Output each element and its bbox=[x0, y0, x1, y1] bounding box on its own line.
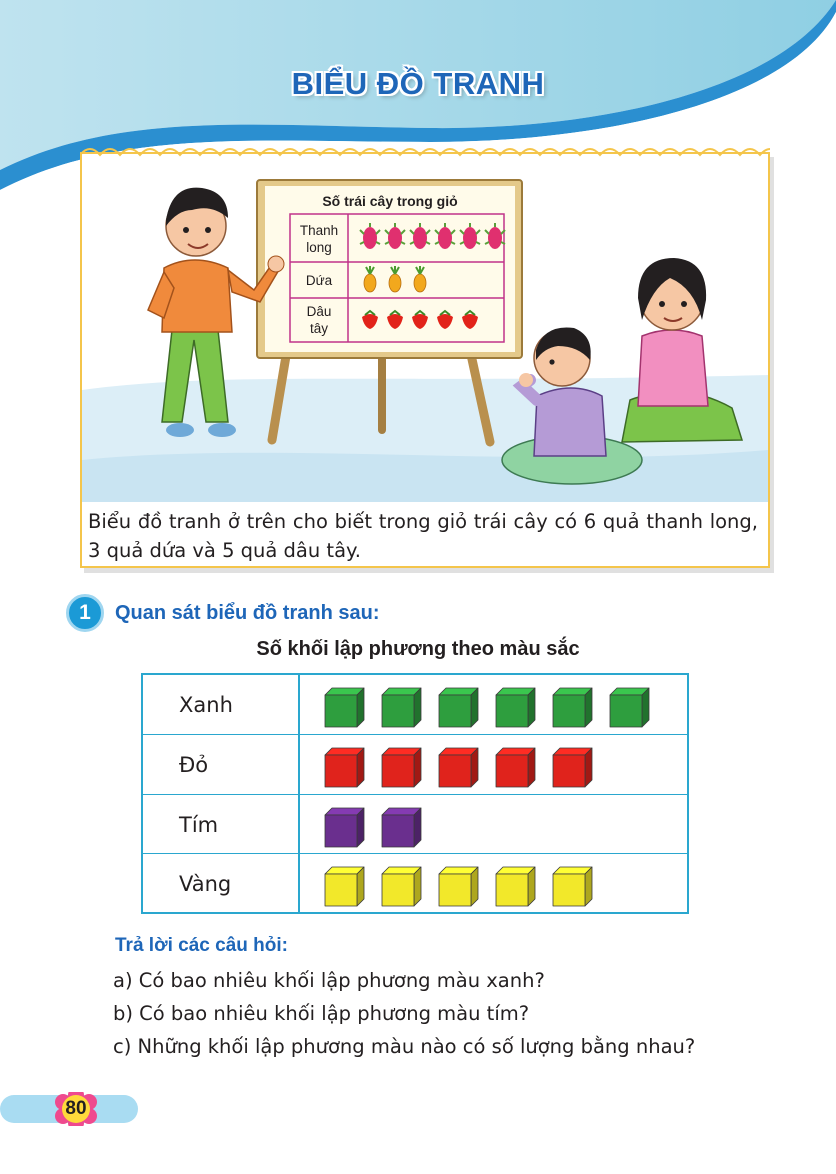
green-cube-icon bbox=[496, 688, 535, 727]
story-description: Biểu đồ tranh ở trên cho biết trong giỏ trái cây có 6 quả thanh long, 3 quả dứa và 5 quả dâu tây. bbox=[88, 510, 758, 562]
board-row-label: Dâu bbox=[306, 304, 332, 319]
page-title: BIỂU ĐỒ TRANH bbox=[291, 66, 545, 101]
cube-row bbox=[303, 795, 687, 855]
yellow-cube-icon bbox=[325, 867, 364, 906]
board-surface bbox=[265, 186, 515, 352]
green-cube-icon bbox=[439, 688, 478, 727]
red-cube-icon bbox=[439, 748, 478, 787]
red-cube-icon bbox=[325, 748, 364, 787]
chart-row bbox=[143, 675, 687, 735]
question-c: c) Những khối lập phương màu nào có số lượng bằng nhau? bbox=[113, 1035, 696, 1058]
chart-row bbox=[143, 794, 687, 855]
board-row-label: Thanh bbox=[299, 223, 339, 238]
board-title: Số trái cây trong giỏ bbox=[322, 193, 458, 209]
green-cube-icon bbox=[382, 688, 421, 727]
exercise-heading: Quan sát biểu đồ tranh sau: bbox=[115, 602, 380, 624]
exercise-number-badge: 1 bbox=[66, 594, 104, 632]
row-label-tim: Tím bbox=[179, 813, 219, 837]
purple-cube-icon bbox=[382, 808, 421, 847]
classroom-illustration bbox=[82, 160, 768, 502]
chart-row bbox=[143, 853, 687, 914]
chart-row bbox=[143, 734, 687, 795]
row-label-do: Đỏ bbox=[179, 753, 209, 777]
yellow-cube-icon bbox=[496, 867, 535, 906]
cube-row bbox=[303, 854, 687, 914]
cube-row bbox=[303, 735, 687, 795]
yellow-cube-icon bbox=[382, 867, 421, 906]
answer-heading: Trả lời các câu hỏi: bbox=[115, 935, 288, 956]
red-cube-icon bbox=[496, 748, 535, 787]
scallop-border-decoration bbox=[80, 143, 770, 157]
row-label-vang: Vàng bbox=[179, 872, 232, 896]
green-cube-icon bbox=[553, 688, 592, 727]
board-row-label: long bbox=[306, 240, 332, 255]
green-cube-icon bbox=[325, 688, 364, 727]
board-row-label: tây bbox=[309, 321, 329, 336]
yellow-cube-icon bbox=[439, 867, 478, 906]
green-cube-icon bbox=[610, 688, 649, 727]
question-b: b) Có bao nhiêu khối lập phương màu tím? bbox=[113, 1002, 530, 1025]
red-cube-icon bbox=[382, 748, 421, 787]
chart-title: Số khối lập phương theo màu sắc bbox=[256, 638, 580, 660]
girl-sitting-illustration bbox=[622, 258, 742, 442]
board-row-label: Dứa bbox=[305, 273, 333, 288]
purple-cube-icon bbox=[325, 808, 364, 847]
cube-row bbox=[303, 675, 687, 735]
red-cube-icon bbox=[553, 748, 592, 787]
row-label-xanh: Xanh bbox=[179, 693, 233, 717]
question-a: a) Có bao nhiêu khối lập phương màu xanh? bbox=[113, 969, 545, 992]
yellow-cube-icon bbox=[553, 867, 592, 906]
cube-pictograph-table bbox=[141, 673, 689, 914]
page-number: 80 bbox=[65, 1098, 87, 1119]
